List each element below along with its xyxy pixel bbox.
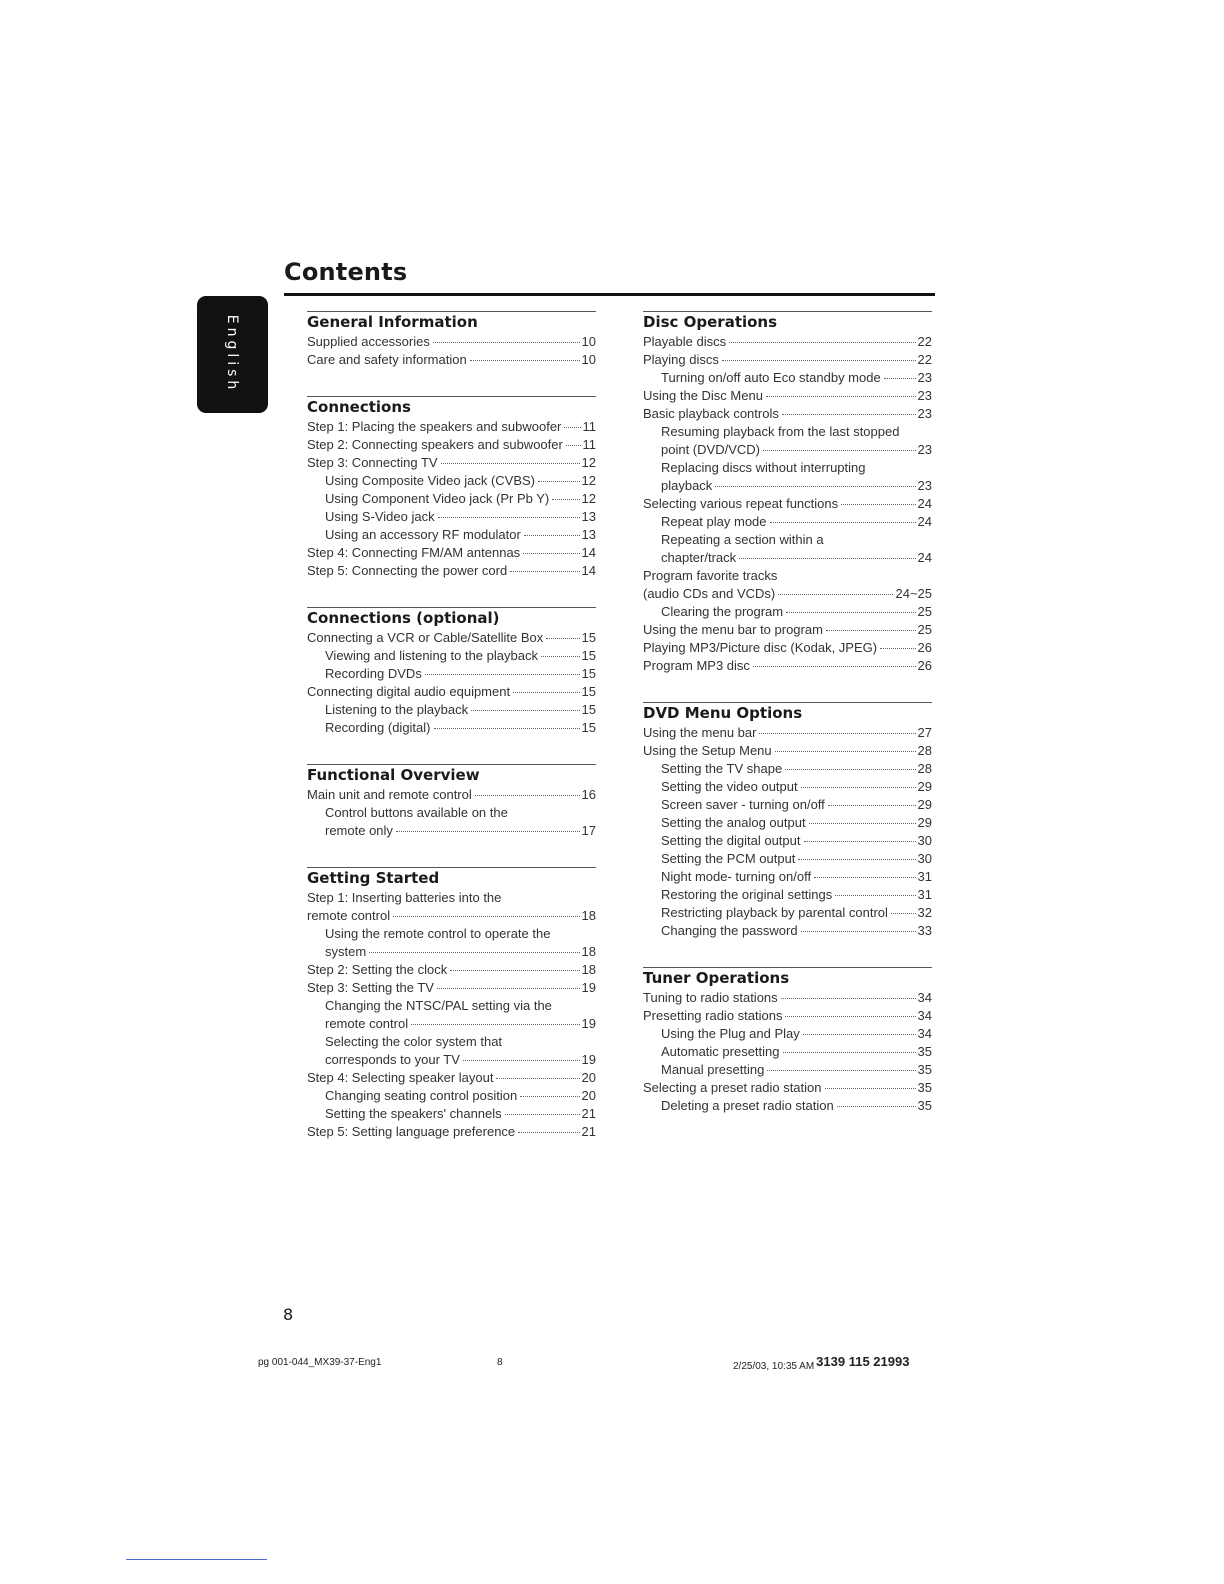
dot-leader	[814, 877, 915, 878]
toc-entry-line: Step 1: Inserting batteries into the	[307, 890, 502, 905]
toc-entry-page: 18	[581, 944, 596, 959]
toc-entry-page: 14	[581, 563, 596, 578]
toc-entry-label: Repeat play mode	[661, 514, 767, 529]
toc-entry-page: 20	[581, 1088, 596, 1103]
toc-entry	[307, 1015, 596, 1033]
toc-entry-page: 15	[581, 702, 596, 717]
toc-entry-label: Using S-Video jack	[325, 509, 435, 524]
toc-entry-page: 23	[917, 442, 932, 457]
dot-leader	[524, 535, 580, 536]
dot-leader	[753, 666, 916, 667]
dot-leader	[826, 630, 916, 631]
language-tab-label: English	[224, 314, 240, 394]
toc-entry	[643, 989, 932, 1007]
toc-entry-page: 15	[581, 666, 596, 681]
toc-entry-label: corresponds to your TV	[325, 1052, 460, 1067]
dot-leader	[505, 1114, 580, 1115]
dot-leader	[510, 571, 579, 572]
toc-entry-page: 17	[581, 823, 596, 838]
toc-entry	[307, 786, 596, 804]
footer-date	[733, 1354, 910, 1372]
toc-entry	[307, 526, 596, 544]
toc-entry-label: Using the Disc Menu	[643, 388, 763, 403]
toc-entry	[643, 778, 932, 796]
toc-entry	[643, 405, 932, 423]
toc-entry-label: Supplied accessories	[307, 334, 430, 349]
toc-entry-page: 18	[581, 908, 596, 923]
toc-entry-page: 19	[581, 1016, 596, 1031]
toc-entry	[643, 1043, 932, 1061]
toc-entry	[307, 719, 596, 737]
toc-entry	[643, 868, 932, 886]
toc-entry-label: Step 3: Setting the TV	[307, 980, 434, 995]
toc-entry-label: Selecting a preset radio station	[643, 1080, 822, 1095]
dot-leader	[785, 1016, 915, 1017]
dot-leader	[759, 733, 915, 734]
toc-entry-label: Clearing the program	[661, 604, 784, 619]
toc-section-title: Disc Operations	[643, 313, 778, 331]
page-title: Contents	[284, 258, 408, 286]
toc-entry	[643, 513, 932, 531]
toc-entry	[643, 1007, 932, 1025]
toc-entry-page: 35	[917, 1062, 932, 1077]
dot-leader	[496, 1078, 579, 1079]
toc-section-title: Functional Overview	[307, 766, 480, 784]
dot-leader	[520, 1096, 579, 1097]
toc-column-right	[643, 311, 932, 1142]
toc-entry-label: Screen saver - turning on/off	[661, 797, 825, 812]
toc-entry-label: point (DVD/VCD)	[661, 442, 760, 457]
toc-entry-line: Replacing discs without interrupting	[661, 460, 866, 475]
dot-leader	[722, 360, 916, 361]
toc-entry-label: Setting the digital output	[661, 833, 801, 848]
dot-leader	[785, 769, 915, 770]
toc-entry	[643, 886, 932, 904]
toc-entry-label: Changing seating control position	[325, 1088, 518, 1103]
dot-leader	[437, 988, 580, 989]
toc-entry	[643, 814, 932, 832]
dot-leader	[770, 522, 916, 523]
dot-leader	[884, 378, 916, 379]
toc-entry	[643, 904, 932, 922]
dot-leader	[438, 517, 580, 518]
toc-entry-label: Using an accessory RF modulator	[325, 527, 521, 542]
toc-entry	[643, 657, 932, 675]
toc-entry-label: Step 5: Setting language preference	[307, 1124, 516, 1139]
dot-leader	[880, 648, 915, 649]
toc-entry-label: chapter/track	[661, 550, 737, 565]
toc-entry-page: 20	[581, 1070, 596, 1085]
toc-section	[307, 607, 596, 737]
toc-entry	[307, 1069, 596, 1087]
dot-leader	[837, 1106, 916, 1107]
footer-code: 3139 115 21993	[816, 1354, 910, 1369]
dot-leader	[782, 414, 916, 415]
dot-leader	[450, 970, 579, 971]
toc-entry-label: Playing discs	[643, 352, 719, 367]
toc-entry	[307, 1105, 596, 1123]
toc-entry-label: playback	[661, 478, 713, 493]
dot-leader	[433, 342, 580, 343]
toc-entry-page: 28	[917, 761, 932, 776]
toc-entry-label: Connecting a VCR or Cable/Satellite Box	[307, 630, 544, 645]
toc-entry-label: Step 1: Placing the speakers and subwoofer	[307, 419, 562, 434]
toc-entry-page: 24	[917, 496, 932, 511]
dot-leader	[804, 841, 916, 842]
toc-entry-line: Program favorite tracks	[643, 568, 778, 583]
toc-entry-page: 27	[917, 725, 932, 740]
toc-entry-label: Step 2: Setting the clock	[307, 962, 448, 977]
dot-leader	[781, 998, 916, 999]
toc-entry-label: Selecting various repeat functions	[643, 496, 839, 511]
toc-section-title: Connections	[307, 398, 411, 416]
toc-column-left	[307, 311, 596, 1168]
toc-entry-page: 10	[581, 352, 596, 367]
toc-entry-label: Step 4: Connecting FM/AM antennas	[307, 545, 521, 560]
toc-entry-page: 12	[581, 473, 596, 488]
dot-leader	[393, 916, 579, 917]
dot-leader	[775, 751, 916, 752]
dot-leader	[513, 692, 579, 693]
toc-entry-page: 25	[917, 622, 932, 637]
toc-entry-page: 12	[581, 491, 596, 506]
dot-leader	[425, 674, 580, 675]
toc-entry-page: 18	[581, 962, 596, 977]
toc-entry-page: 19	[581, 1052, 596, 1067]
toc-entry-label: Program MP3 disc	[643, 658, 750, 673]
toc-entry-page: 24	[917, 514, 932, 529]
dot-leader	[798, 859, 915, 860]
toc-entry	[307, 822, 596, 840]
toc-entry-page: 23	[917, 388, 932, 403]
toc-entry-line: Resuming playback from the last stopped	[661, 424, 900, 439]
toc-entry	[307, 436, 596, 454]
toc-entry-label: Setting the video output	[661, 779, 798, 794]
toc-entry-line: Repeating a section within a	[661, 532, 824, 547]
dot-leader	[518, 1132, 579, 1133]
toc-entry-page: 35	[917, 1080, 932, 1095]
toc-section-title: General Information	[307, 313, 478, 331]
toc-entry	[307, 961, 596, 979]
toc-entry-label: Tuning to radio stations	[643, 990, 778, 1005]
toc-entry	[307, 647, 596, 665]
toc-entry-page: 26	[917, 640, 932, 655]
toc-entry-page: 15	[581, 684, 596, 699]
toc-entry-page: 34	[917, 1026, 932, 1041]
toc-entry	[643, 477, 932, 495]
toc-entry	[643, 922, 932, 940]
toc-entry	[307, 418, 596, 436]
toc-entry	[643, 621, 932, 639]
toc-entry-page: 11	[582, 419, 596, 434]
page-number: 8	[283, 1305, 294, 1324]
dot-leader	[803, 1034, 916, 1035]
toc-entry	[307, 701, 596, 719]
toc-entry	[643, 1025, 932, 1043]
toc-entry-page: 30	[917, 851, 932, 866]
toc-entry-label: Using the menu bar	[643, 725, 757, 740]
toc-entry-line: Using the remote control to operate the	[325, 926, 551, 941]
toc-entry-label: Listening to the playback	[325, 702, 469, 717]
toc-entry-label: Main unit and remote control	[307, 787, 472, 802]
dot-leader	[564, 427, 580, 428]
toc-entry-label: Step 5: Connecting the power cord	[307, 563, 508, 578]
toc-entry-label: Setting the analog output	[661, 815, 806, 830]
toc-section-title: DVD Menu Options	[643, 704, 803, 722]
toc-entry-label: Using the Plug and Play	[661, 1026, 800, 1041]
dot-leader	[369, 952, 579, 953]
toc-entry-page: 32	[917, 905, 932, 920]
toc-entry	[307, 665, 596, 683]
toc-entry-label: Step 3: Connecting TV	[307, 455, 438, 470]
toc-entry-page: 34	[917, 1008, 932, 1023]
toc-entry	[643, 724, 932, 742]
dot-leader	[552, 499, 579, 500]
toc-entry	[643, 850, 932, 868]
toc-entry-page: 23	[917, 478, 932, 493]
toc-entry	[643, 441, 932, 459]
title-rule	[284, 293, 935, 296]
toc-entry-label: Setting the PCM output	[661, 851, 796, 866]
footer-page: 8	[497, 1357, 503, 1368]
toc-entry-page: 33	[917, 923, 932, 938]
toc-entry-label: remote only	[325, 823, 393, 838]
toc-entry-page: 15	[581, 720, 596, 735]
toc-entry-page: 24	[917, 550, 932, 565]
toc-entry-page: 21	[581, 1124, 596, 1139]
dot-leader	[809, 823, 916, 824]
toc-entry-label: Changing the password	[661, 923, 798, 938]
toc-entry	[643, 1061, 932, 1079]
toc-entry-label: Manual presetting	[661, 1062, 765, 1077]
bottom-edge-line	[126, 1559, 267, 1560]
dot-leader	[541, 656, 580, 657]
dot-leader	[538, 481, 580, 482]
toc-entry-label: Automatic presetting	[661, 1044, 780, 1059]
toc-entry-page: 16	[581, 787, 596, 802]
toc-entry-line: Changing the NTSC/PAL setting via the	[325, 998, 552, 1013]
toc-entry-page: 11	[582, 437, 596, 452]
toc-entry	[307, 907, 596, 925]
toc-entry-label: Night mode- turning on/off	[661, 869, 812, 884]
toc-section-title: Connections (optional)	[307, 609, 500, 627]
toc-entry-label: Using the Setup Menu	[643, 743, 772, 758]
toc-entry-page: 29	[917, 797, 932, 812]
dot-leader	[471, 710, 579, 711]
toc-entry-page: 25	[917, 604, 932, 619]
dot-leader	[801, 787, 916, 788]
dot-leader	[801, 931, 916, 932]
toc-section	[643, 967, 932, 1115]
toc-entry	[643, 639, 932, 657]
toc-entry-label: Step 2: Connecting speakers and subwoofer	[307, 437, 563, 452]
dot-leader	[411, 1024, 579, 1025]
toc-entry-page: 14	[581, 545, 596, 560]
toc-entry	[307, 979, 596, 997]
toc-entry-label: system	[325, 944, 367, 959]
footer-file-name: pg 001-044_MX39-37-Eng1	[258, 1357, 382, 1368]
toc-entry-label: remote control	[325, 1016, 409, 1031]
toc-entry-page: 15	[581, 648, 596, 663]
toc-entry-page: 19	[581, 980, 596, 995]
toc-entry-page: 13	[581, 509, 596, 524]
toc-entry	[643, 796, 932, 814]
dot-leader	[566, 445, 581, 446]
toc-entry-label: Setting the speakers' channels	[325, 1106, 502, 1121]
toc-entry-label: Restoring the original settings	[661, 887, 833, 902]
toc-entry-page: 29	[917, 779, 932, 794]
toc-entry-page: 23	[917, 406, 932, 421]
dot-leader	[470, 360, 580, 361]
toc-section-title: Tuner Operations	[643, 969, 790, 987]
toc-entry	[307, 1051, 596, 1069]
toc-entry-label: Connecting digital audio equipment	[307, 684, 511, 699]
toc-entry	[643, 387, 932, 405]
toc-entry-label: Playable discs	[643, 334, 727, 349]
toc-entry-label: remote control	[307, 908, 391, 923]
toc-entry	[307, 1123, 596, 1141]
toc-entry-page: 28	[917, 743, 932, 758]
toc-entry-page: 12	[581, 455, 596, 470]
toc-entry-label: Recording DVDs	[325, 666, 422, 681]
toc-entry	[307, 943, 596, 961]
dot-leader	[835, 895, 915, 896]
toc-entry	[643, 369, 932, 387]
dot-leader	[475, 795, 580, 796]
toc-section	[307, 311, 596, 369]
dot-leader	[396, 831, 580, 832]
dot-leader	[463, 1060, 580, 1061]
toc-entry	[643, 1079, 932, 1097]
toc-entry-page: 24~25	[895, 586, 932, 601]
dot-leader	[767, 1070, 915, 1071]
toc-entry-line: Selecting the color system that	[325, 1034, 503, 1049]
footer-date-text: 2/25/03, 10:35 AM	[733, 1361, 815, 1372]
dot-leader	[441, 463, 580, 464]
toc-entry-page: 10	[581, 334, 596, 349]
toc-entry	[643, 549, 932, 567]
toc-entry-page: 35	[917, 1098, 932, 1113]
toc-entry	[307, 490, 596, 508]
dot-leader	[828, 805, 916, 806]
dot-leader	[546, 638, 579, 639]
toc-entry	[307, 333, 596, 351]
toc-entry-page: 15	[581, 630, 596, 645]
toc-entry-page: 23	[917, 370, 932, 385]
toc-entry	[643, 603, 932, 621]
toc-entry-page: 26	[917, 658, 932, 673]
toc-entry-label: Setting the TV shape	[661, 761, 783, 776]
toc-section	[307, 396, 596, 580]
toc-entry-label: Using Component Video jack (Pr Pb Y)	[325, 491, 550, 506]
toc-entry-label: Using the menu bar to program	[643, 622, 823, 637]
dot-leader	[778, 594, 893, 595]
toc-entry-page: 35	[917, 1044, 932, 1059]
toc-section	[643, 702, 932, 940]
dot-leader	[841, 504, 915, 505]
toc-entry	[643, 333, 932, 351]
toc-entry-label: Viewing and listening to the playback	[325, 648, 538, 663]
dot-leader	[739, 558, 915, 559]
toc-section-title: Getting Started	[307, 869, 440, 887]
toc-entry	[307, 629, 596, 647]
toc-entry-label: Deleting a preset radio station	[661, 1098, 834, 1113]
toc-entry-page: 31	[917, 887, 932, 902]
toc-entry	[307, 683, 596, 701]
toc-entry-label: Using Composite Video jack (CVBS)	[325, 473, 536, 488]
toc-entry-page: 21	[581, 1106, 596, 1121]
toc-entry	[643, 742, 932, 760]
toc-entry-page: 29	[917, 815, 932, 830]
toc-entry-label: (audio CDs and VCDs)	[643, 586, 776, 601]
toc-entry-page: 22	[917, 352, 932, 367]
toc-entry	[643, 832, 932, 850]
toc-entry	[643, 351, 932, 369]
toc-entry-line: Control buttons available on the	[325, 805, 508, 820]
toc-entry-label: Turning on/off auto Eco standby mode	[661, 370, 881, 385]
toc-section	[643, 311, 932, 675]
dot-leader	[763, 450, 916, 451]
dot-leader	[766, 396, 916, 397]
toc-entry	[643, 495, 932, 513]
toc-section	[307, 764, 596, 840]
toc-entry	[307, 1087, 596, 1105]
toc-entry	[643, 1097, 932, 1115]
toc-entry	[307, 472, 596, 490]
toc-entry	[307, 544, 596, 562]
dot-leader	[523, 553, 579, 554]
dot-leader	[715, 486, 915, 487]
toc-entry	[307, 562, 596, 580]
toc-entry	[307, 351, 596, 369]
toc-entry	[307, 454, 596, 472]
toc-entry-label: Recording (digital)	[325, 720, 431, 735]
dot-leader	[729, 342, 915, 343]
toc-entry-label: Care and safety information	[307, 352, 467, 367]
toc-entry-label: Basic playback controls	[643, 406, 779, 421]
toc-entry-page: 31	[917, 869, 932, 884]
toc-entry-label: Presetting radio stations	[643, 1008, 783, 1023]
toc-entry	[307, 508, 596, 526]
toc-entry-page: 34	[917, 990, 932, 1005]
toc-entry-label: Restricting playback by parental control	[661, 905, 888, 920]
dot-leader	[783, 1052, 916, 1053]
toc-section	[307, 867, 596, 1141]
toc-entry-page: 30	[917, 833, 932, 848]
toc-entry-page: 22	[917, 334, 932, 349]
toc-entry	[643, 585, 932, 603]
dot-leader	[891, 913, 916, 914]
toc-entry-label: Step 4: Selecting speaker layout	[307, 1070, 494, 1085]
dot-leader	[786, 612, 915, 613]
dot-leader	[434, 728, 580, 729]
toc-entry-label: Playing MP3/Picture disc (Kodak, JPEG)	[643, 640, 878, 655]
dot-leader	[825, 1088, 916, 1089]
toc-entry-page: 13	[581, 527, 596, 542]
toc-entry	[643, 760, 932, 778]
